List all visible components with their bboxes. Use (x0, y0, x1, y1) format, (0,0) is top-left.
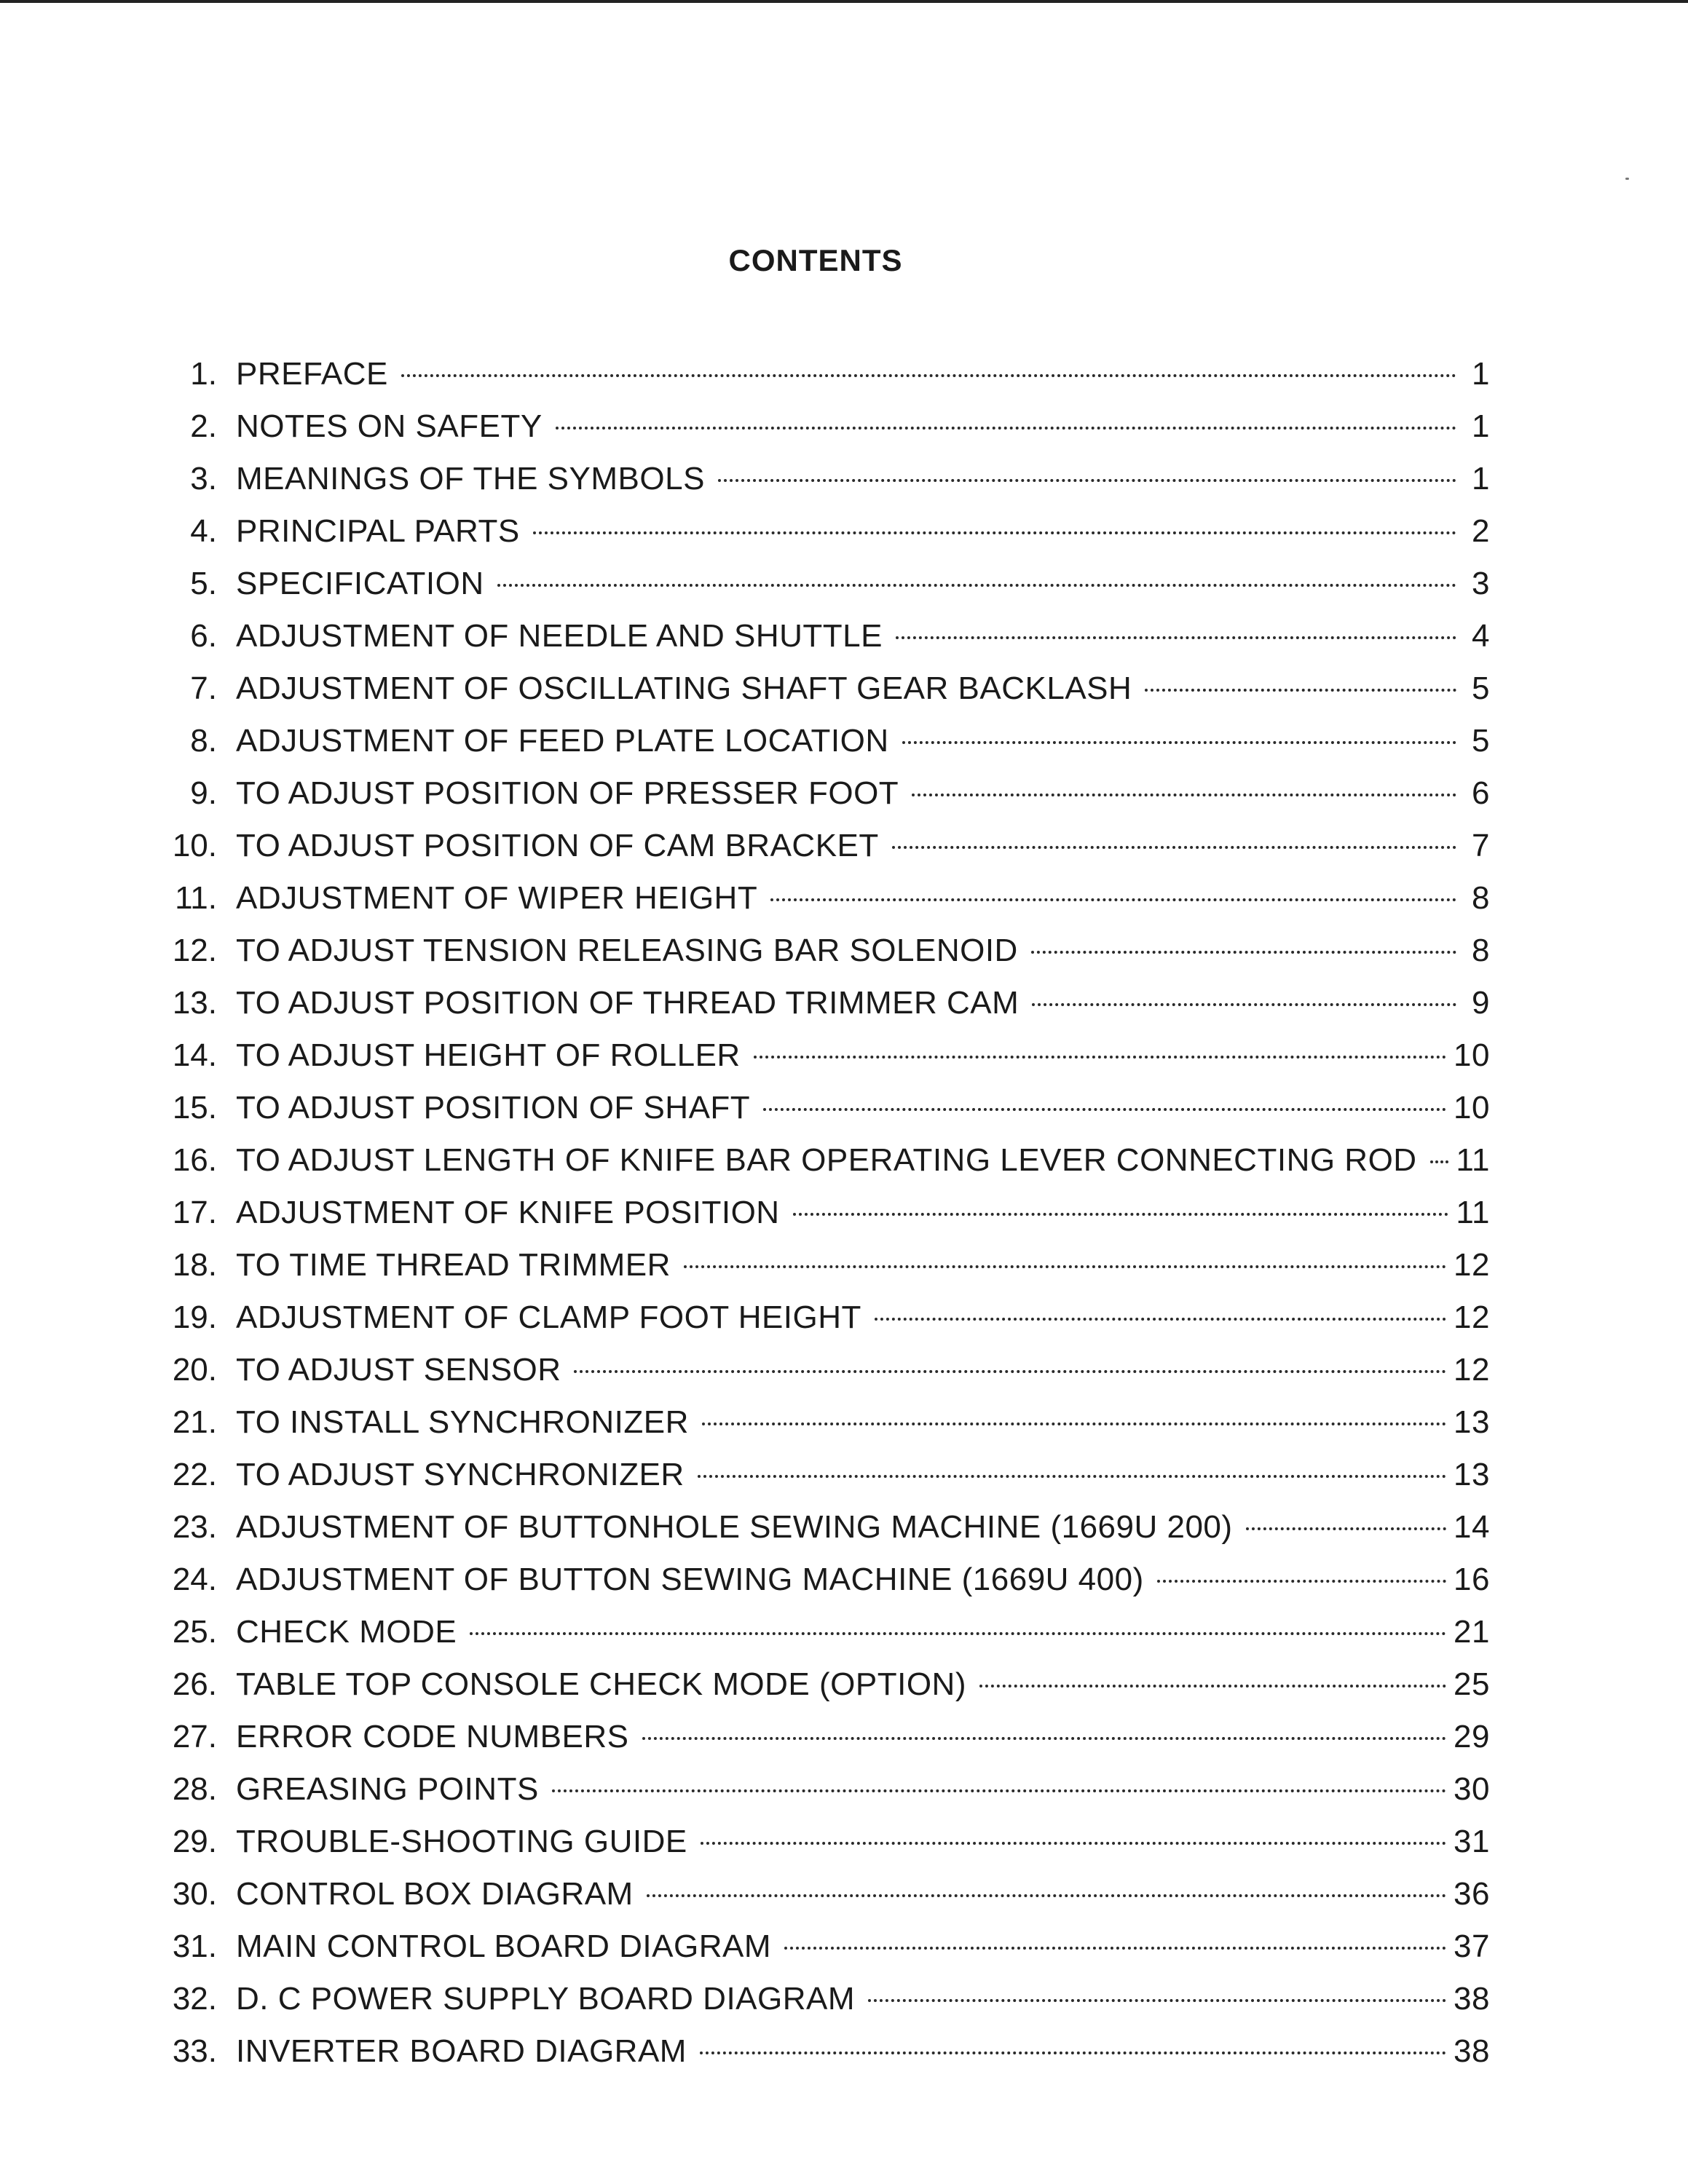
dot-leader (698, 1475, 1446, 1478)
toc-entry-page: 21 (1454, 1614, 1490, 1650)
toc-entry-number: 17. (172, 1195, 217, 1230)
toc-entry-page: 29 (1454, 1719, 1490, 1754)
dot-leader (1246, 1527, 1446, 1530)
toc-entry[interactable] (143, 977, 1490, 1029)
toc-entry[interactable] (143, 1134, 1490, 1187)
toc-entry-page: 10 (1454, 1037, 1490, 1073)
toc-entry-title: ADJUSTMENT OF KNIFE POSITION (236, 1195, 780, 1230)
toc-entry[interactable] (143, 2025, 1490, 2078)
toc-entry-number: 30. (172, 1876, 217, 1912)
toc-entry-title: TO ADJUST SYNCHRONIZER (236, 1457, 685, 1492)
toc-entry-number: 20. (172, 1352, 217, 1388)
toc-entry-number: 16. (172, 1142, 217, 1178)
dot-leader (701, 1842, 1446, 1845)
toc-entry-title: TO ADJUST HEIGHT OF ROLLER (236, 1037, 741, 1073)
toc-entry-title: ADJUSTMENT OF NEEDLE AND SHUTTLE (236, 618, 883, 654)
toc-entry[interactable] (143, 1868, 1490, 1920)
toc-entry-title: TO ADJUST POSITION OF SHAFT (236, 1090, 751, 1125)
toc-entry-title: TO INSTALL SYNCHRONIZER (236, 1404, 689, 1440)
toc-entry-page: 38 (1454, 1981, 1490, 2017)
toc-entry[interactable] (143, 1344, 1490, 1396)
toc-entry-title: TROUBLE-SHOOTING GUIDE (236, 1824, 687, 1859)
toc-entry-page: 36 (1454, 1876, 1490, 1912)
toc-entry-number: 9. (190, 775, 217, 811)
toc-entry[interactable] (143, 715, 1490, 767)
toc-entry-number: 7. (190, 670, 217, 706)
toc-entry-number: 5. (190, 566, 217, 601)
dot-leader (979, 1685, 1446, 1688)
toc-entry-title: NOTES ON SAFETY (236, 408, 543, 444)
dot-leader (1157, 1580, 1446, 1583)
toc-entry-number: 28. (172, 1771, 217, 1807)
toc-entry-page: 11 (1456, 1195, 1490, 1230)
toc-entry-title: MAIN CONTROL BOARD DIAGRAM (236, 1928, 771, 1964)
toc-entry[interactable] (143, 348, 1490, 400)
toc-entry-number: 26. (172, 1666, 217, 1702)
toc-entry-page: 14 (1454, 1509, 1490, 1545)
toc-entry[interactable] (143, 1082, 1490, 1134)
toc-entry-title: ADJUSTMENT OF CLAMP FOOT HEIGHT (236, 1299, 861, 1335)
dot-leader (401, 374, 1456, 377)
toc-entry-number: 10. (172, 828, 217, 863)
toc-entry[interactable] (143, 400, 1490, 453)
dot-leader (647, 1894, 1446, 1897)
toc-entry-number: 6. (190, 618, 217, 654)
toc-entry-number: 2. (190, 408, 217, 444)
toc-entry-title: TO ADJUST POSITION OF THREAD TRIMMER CAM (236, 985, 1019, 1021)
toc-entry[interactable] (143, 767, 1490, 820)
toc-entry-page: 31 (1454, 1824, 1490, 1859)
dot-leader (875, 1318, 1446, 1321)
toc-entry[interactable] (143, 662, 1490, 715)
dot-leader (902, 741, 1456, 744)
toc-entry-title: TO ADJUST TENSION RELEASING BAR SOLENOID (236, 933, 1018, 968)
dot-leader (533, 531, 1456, 534)
toc-entry-page: 5 (1472, 723, 1490, 759)
toc-entry-title: INVERTER BOARD DIAGRAM (236, 2033, 687, 2069)
table-of-contents (143, 348, 1490, 2078)
toc-entry-page: 12 (1454, 1299, 1490, 1335)
toc-entry-number: 18. (172, 1247, 217, 1283)
toc-entry-title: ADJUSTMENT OF OSCILLATING SHAFT GEAR BACKLASH (236, 670, 1132, 706)
toc-entry-title: CONTROL BOX DIAGRAM (236, 1876, 634, 1912)
toc-entry-page: 12 (1454, 1352, 1490, 1388)
toc-entry-number: 12. (172, 933, 217, 968)
dot-leader (718, 479, 1456, 482)
toc-entry-page: 8 (1472, 933, 1490, 968)
toc-entry[interactable] (143, 872, 1490, 925)
toc-entry[interactable] (143, 1920, 1490, 1973)
toc-entry[interactable] (143, 925, 1490, 977)
toc-entry[interactable] (143, 1187, 1490, 1239)
toc-entry-number: 25. (172, 1614, 217, 1650)
dot-leader (552, 1789, 1446, 1792)
toc-entry-title: ADJUSTMENT OF WIPER HEIGHT (236, 880, 758, 916)
toc-entry-page: 16 (1454, 1562, 1490, 1597)
toc-entry-page: 25 (1454, 1666, 1490, 1702)
dot-leader (1031, 951, 1456, 954)
toc-entry-page: 11 (1456, 1142, 1490, 1178)
dot-leader (784, 1947, 1446, 1950)
toc-entry-page: 13 (1454, 1404, 1490, 1440)
toc-entry-number: 15. (172, 1090, 217, 1125)
toc-entry-title: ADJUSTMENT OF FEED PLATE LOCATION (236, 723, 889, 759)
toc-entry-page: 1 (1472, 356, 1490, 392)
toc-entry-number: 14. (172, 1037, 217, 1073)
toc-entry-page: 38 (1454, 2033, 1490, 2069)
toc-entry-number: 27. (172, 1719, 217, 1754)
toc-entry[interactable] (143, 1029, 1490, 1082)
dot-leader (868, 1999, 1446, 2002)
dot-leader (470, 1632, 1446, 1635)
toc-entry-number: 3. (190, 461, 217, 496)
toc-entry-title: TABLE TOP CONSOLE CHECK MODE (OPTION) (236, 1666, 966, 1702)
toc-entry[interactable] (143, 1763, 1490, 1816)
dot-leader (912, 794, 1456, 796)
dot-leader (702, 1423, 1446, 1425)
toc-entry-page: 8 (1472, 880, 1490, 916)
toc-entry-page: 9 (1472, 985, 1490, 1021)
toc-entry-page: 5 (1472, 670, 1490, 706)
toc-entry-number: 29. (172, 1824, 217, 1859)
toc-entry[interactable] (143, 1711, 1490, 1763)
toc-entry-number: 1. (190, 356, 217, 392)
dot-leader (793, 1213, 1449, 1216)
dot-leader (1430, 1160, 1449, 1163)
dot-leader (1032, 1003, 1456, 1006)
toc-entry[interactable] (143, 558, 1490, 610)
toc-entry-number: 24. (172, 1562, 217, 1597)
toc-entry-title: D. C POWER SUPPLY BOARD DIAGRAM (236, 1981, 856, 2017)
toc-entry[interactable] (143, 1501, 1490, 1554)
toc-entry-number: 4. (190, 513, 217, 549)
toc-entry[interactable] (143, 1816, 1490, 1868)
toc-entry-title: CHECK MODE (236, 1614, 457, 1650)
toc-entry[interactable] (143, 1449, 1490, 1501)
toc-entry[interactable] (143, 1606, 1490, 1658)
dot-leader (770, 898, 1456, 901)
dot-leader (763, 1108, 1446, 1111)
toc-entry[interactable] (143, 820, 1490, 872)
toc-entry-number: 19. (172, 1299, 217, 1335)
toc-entry[interactable] (143, 1396, 1490, 1449)
toc-entry-page: 1 (1472, 461, 1490, 496)
toc-entry-page: 12 (1454, 1247, 1490, 1283)
toc-entry-title: SPECIFICATION (236, 566, 484, 601)
toc-entry-title: ADJUSTMENT OF BUTTONHOLE SEWING MACHINE (1669U 200) (236, 1509, 1233, 1545)
toc-entry-page: 30 (1454, 1771, 1490, 1807)
dot-leader (892, 846, 1456, 849)
toc-entry[interactable] (143, 1658, 1490, 1711)
toc-entry-number: 22. (172, 1457, 217, 1492)
top-border-line (0, 0, 1688, 3)
toc-entry-number: 32. (172, 1981, 217, 2017)
toc-entry[interactable] (143, 453, 1490, 505)
dot-leader (574, 1370, 1446, 1373)
toc-entry-number: 11. (175, 880, 217, 916)
dot-leader (642, 1737, 1447, 1740)
toc-entry-number: 8. (190, 723, 217, 759)
toc-entry-number: 23. (172, 1509, 217, 1545)
toc-entry-page: 13 (1454, 1457, 1490, 1492)
dot-leader (700, 2052, 1446, 2054)
toc-entry-title: GREASING POINTS (236, 1771, 539, 1807)
toc-entry[interactable] (143, 610, 1490, 662)
toc-entry-number: 33. (172, 2033, 217, 2069)
toc-entry-title: TO ADJUST POSITION OF CAM BRACKET (236, 828, 879, 863)
toc-entry-page: 10 (1454, 1090, 1490, 1125)
toc-entry-title: PREFACE (236, 356, 388, 392)
toc-entry-title: TO TIME THREAD TRIMMER (236, 1247, 671, 1283)
dot-leader (1145, 689, 1456, 692)
toc-entry-page: 1 (1472, 408, 1490, 444)
toc-entry-number: 31. (172, 1928, 217, 1964)
toc-entry[interactable] (143, 1239, 1490, 1291)
toc-entry-title: PRINCIPAL PARTS (236, 513, 520, 549)
page-title: CONTENTS (728, 243, 903, 277)
toc-entry-title: ERROR CODE NUMBERS (236, 1719, 629, 1754)
toc-entry-title: MEANINGS OF THE SYMBOLS (236, 461, 705, 496)
toc-entry-number: 21. (172, 1404, 217, 1440)
toc-entry-page: 3 (1472, 566, 1490, 601)
dot-leader (684, 1265, 1446, 1268)
scan-speck (1625, 178, 1629, 180)
toc-entry-page: 37 (1454, 1928, 1490, 1964)
dot-leader (896, 636, 1456, 639)
toc-entry[interactable] (143, 1291, 1490, 1344)
toc-entry-title: ADJUSTMENT OF BUTTON SEWING MACHINE (1669U 400) (236, 1562, 1144, 1597)
toc-entry[interactable] (143, 1554, 1490, 1606)
toc-entry-page: 7 (1472, 828, 1490, 863)
toc-entry-title: TO ADJUST LENGTH OF KNIFE BAR OPERATING LEVER CONNECTING ROD (236, 1142, 1417, 1178)
toc-entry-number: 13. (172, 985, 217, 1021)
toc-entry-title: TO ADJUST SENSOR (236, 1352, 561, 1388)
dot-leader (754, 1056, 1446, 1059)
toc-entry[interactable] (143, 505, 1490, 558)
toc-entry[interactable] (143, 1973, 1490, 2025)
toc-entry-title: TO ADJUST POSITION OF PRESSER FOOT (236, 775, 899, 811)
toc-entry-page: 2 (1472, 513, 1490, 549)
toc-entry-page: 6 (1472, 775, 1490, 811)
dot-leader (497, 584, 1456, 587)
toc-entry-page: 4 (1472, 618, 1490, 654)
dot-leader (556, 427, 1456, 430)
